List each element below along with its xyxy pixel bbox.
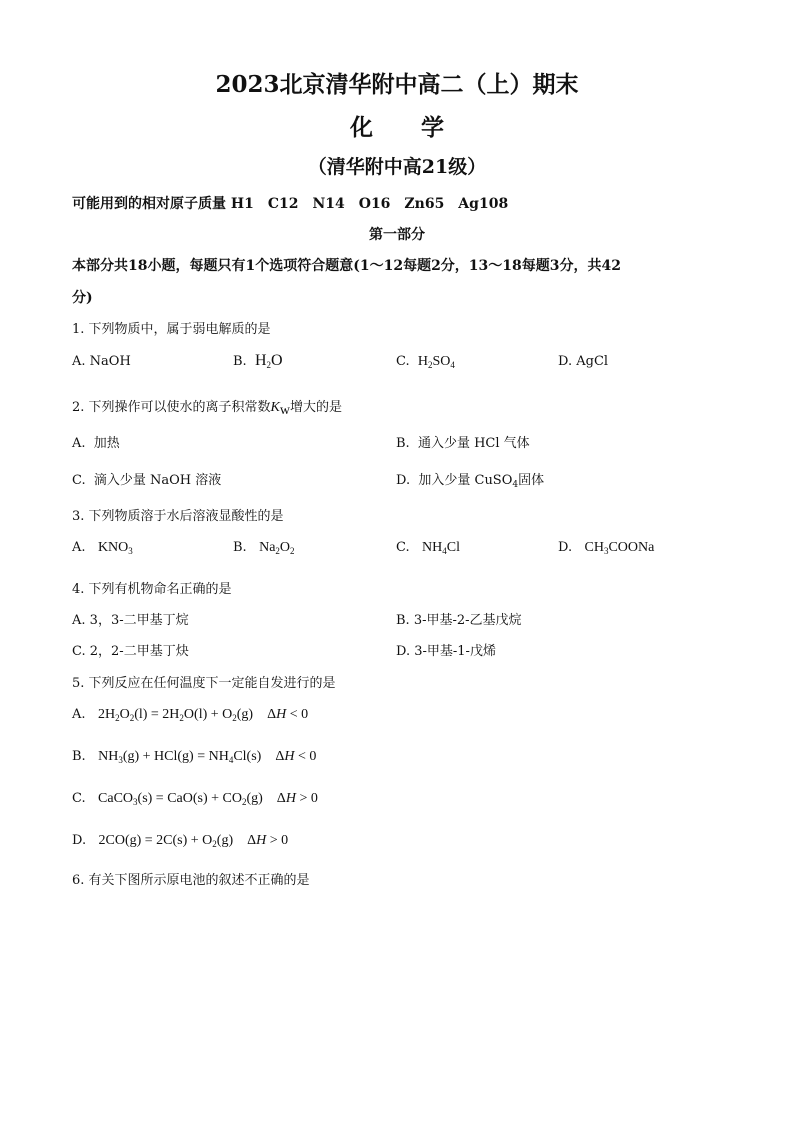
- subject-heading: [0, 109, 794, 142]
- q4-option-a: A. 3，3-二甲基丁烷: [72, 613, 189, 628]
- question-5-stem: 5. 下列反应在任何温度下一定能自发进行的是: [72, 676, 336, 691]
- q1-option-c: C. $H_2SO_4$: [396, 354, 455, 370]
- q2-option-c: C. 滴入少量 NaOH 溶液: [72, 473, 222, 488]
- question-1-stem: 1. 下列物质中，属于弱电解质的是: [72, 322, 271, 337]
- subject-char-2: 学: [421, 114, 444, 141]
- question-4-stem: 4. 下列有机物命名正确的是: [72, 582, 232, 597]
- q3-option-a: A. $KNO_3$: [72, 540, 133, 556]
- section-instruction-line1: 本部分共18小题，每题只有1个选项符合题意(1～12每题2分，13～18每题3分，共42: [72, 258, 621, 274]
- section-heading: 第一部分: [369, 227, 425, 243]
- subject-char-1: 化: [350, 114, 373, 141]
- q1-option-a: A. NaOH: [72, 354, 131, 369]
- q3-option-d: D. $CH_3COONa$: [558, 540, 655, 556]
- q3-option-b: B. $Na_2O_2$: [233, 540, 295, 556]
- q1-option-b: B. $H_2O$: [233, 352, 283, 370]
- q4-option-d: D. 3-甲基-1-戊烯: [396, 644, 496, 659]
- q1-option-d: D. AgCl: [558, 354, 609, 369]
- section-instruction-line2: 分): [72, 290, 93, 306]
- q2-option-d: D. 加入少量 CuSO$_4$固体: [396, 473, 545, 490]
- q5-option-b: B. $NH_3(g) + HCl(g) = NH_4Cl(s)$ ΔH < 0: [72, 749, 317, 765]
- q3-option-c: C. $NH_4Cl$: [396, 540, 460, 556]
- q5-option-d: D. $2CO(g) = 2C(s) + O_2(g)$ ΔH > 0: [72, 833, 289, 849]
- question-2-stem: 2. 下列操作可以使水的离子积常数$K_w$增大的是: [72, 400, 343, 418]
- atomic-mass-line: 可能用到的相对原子质量 H1 C12 N14 O16 Zn65 Ag108: [72, 196, 509, 212]
- page-subtitle: （清华附中高21级）: [307, 156, 487, 178]
- q4-option-b: B. 3-甲基-2-乙基戊烷: [396, 613, 522, 628]
- q5-option-c: C. CaCO$_3$(s) = $CaO(s) + CO_2(g)$ ΔH > 0: [72, 791, 318, 807]
- page-title: 2023北京清华附中高二（上）期末: [215, 71, 579, 98]
- q2-option-a: A. 加热: [72, 436, 120, 451]
- q4-option-c: C. 2，2-二甲基丁炔: [72, 644, 189, 659]
- q5-option-a: A. $2H_2O_2(l) = 2H_2O(l) + O_2(g)$ ΔH < 0: [72, 707, 309, 723]
- q2-option-b: B. 通入少量 HCl 气体: [396, 436, 530, 451]
- question-3-stem: 3. 下列物质溶于水后溶液显酸性的是: [72, 509, 284, 524]
- question-6-stem: 6. 有关下图所示原电池的叙述不正确的是: [72, 873, 310, 888]
